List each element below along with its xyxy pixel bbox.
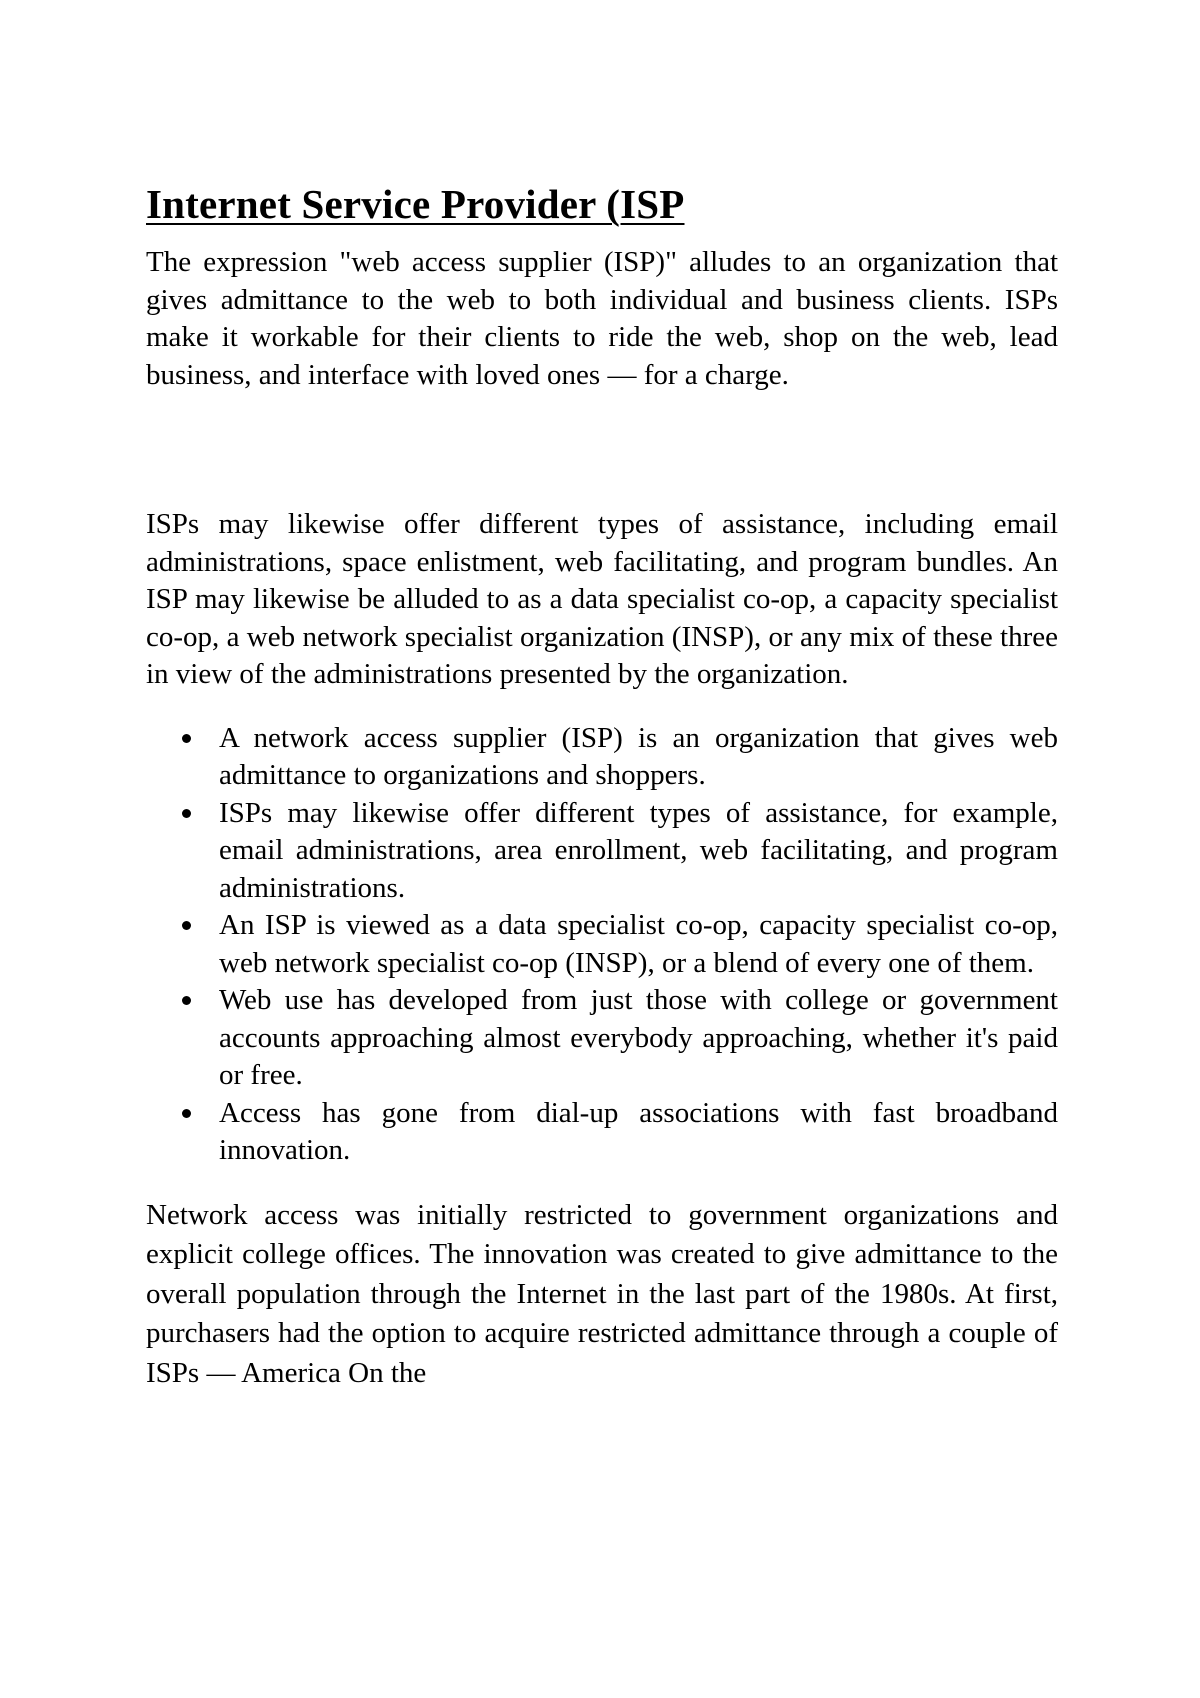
paragraph-intro: The expression "web access supplier (ISP)" alludes to an organization that gives admittance to the web to both individual and business clients. ISPs make it workable for their clients to ride the web, shop on the web, lead business, and interface with loved ones — for a charge. (146, 246, 1058, 391)
bullet-icon (182, 996, 191, 1005)
paragraph-services: ISPs may likewise offer different types of assistance, including email administrations, space enlistment, web facilitating, and program bundles. An ISP may likewise be alluded to as a data specialist co-op, a capacity specialist co-op, a web network specialist organization (INSP), or any mix of these three in view of the administrations presented by the organization. (146, 508, 1058, 690)
document-page (146, 178, 1058, 1393)
list-item-text: Web use has developed from just those with college or government accounts approaching almost everybody approaching, whether it's paid or free. (219, 984, 1058, 1091)
bullet-icon (182, 921, 191, 930)
paragraph-history: Network access was initially restricted to government organizations and explicit college offices. The innovation was created to give admittance to the overall population through the Internet in the last part of the 1980s. At first, purchasers had the option to acquire restricted admittance through a couple of ISPs — America On the (146, 1198, 1058, 1389)
bullet-icon (182, 734, 191, 743)
list-item-text: Access has gone from dial-up associations with fast broadband innovation. (219, 1096, 1058, 1166)
list-item (219, 795, 1058, 908)
bullet-icon (182, 1109, 191, 1118)
list-item (219, 982, 1058, 1095)
document-title: Internet Service Provider (ISP (146, 181, 685, 227)
list-item (219, 1095, 1058, 1170)
list-item (219, 907, 1058, 982)
list-item-text: An ISP is viewed as a data specialist co-op, capacity specialist co-op, web network specialist co-op (INSP), or a blend of every one of them. (219, 909, 1058, 979)
bullet-icon (182, 809, 191, 818)
list-item-text: A network access supplier (ISP) is an organization that gives web admittance to organizations and shoppers. (219, 721, 1058, 791)
list-item-text: ISPs may likewise offer different types of assistance, for example, email administrations, area enrollment, web facilitating, and program administrations. (219, 796, 1058, 904)
list-item (219, 720, 1058, 795)
key-points-list (146, 720, 1058, 1170)
